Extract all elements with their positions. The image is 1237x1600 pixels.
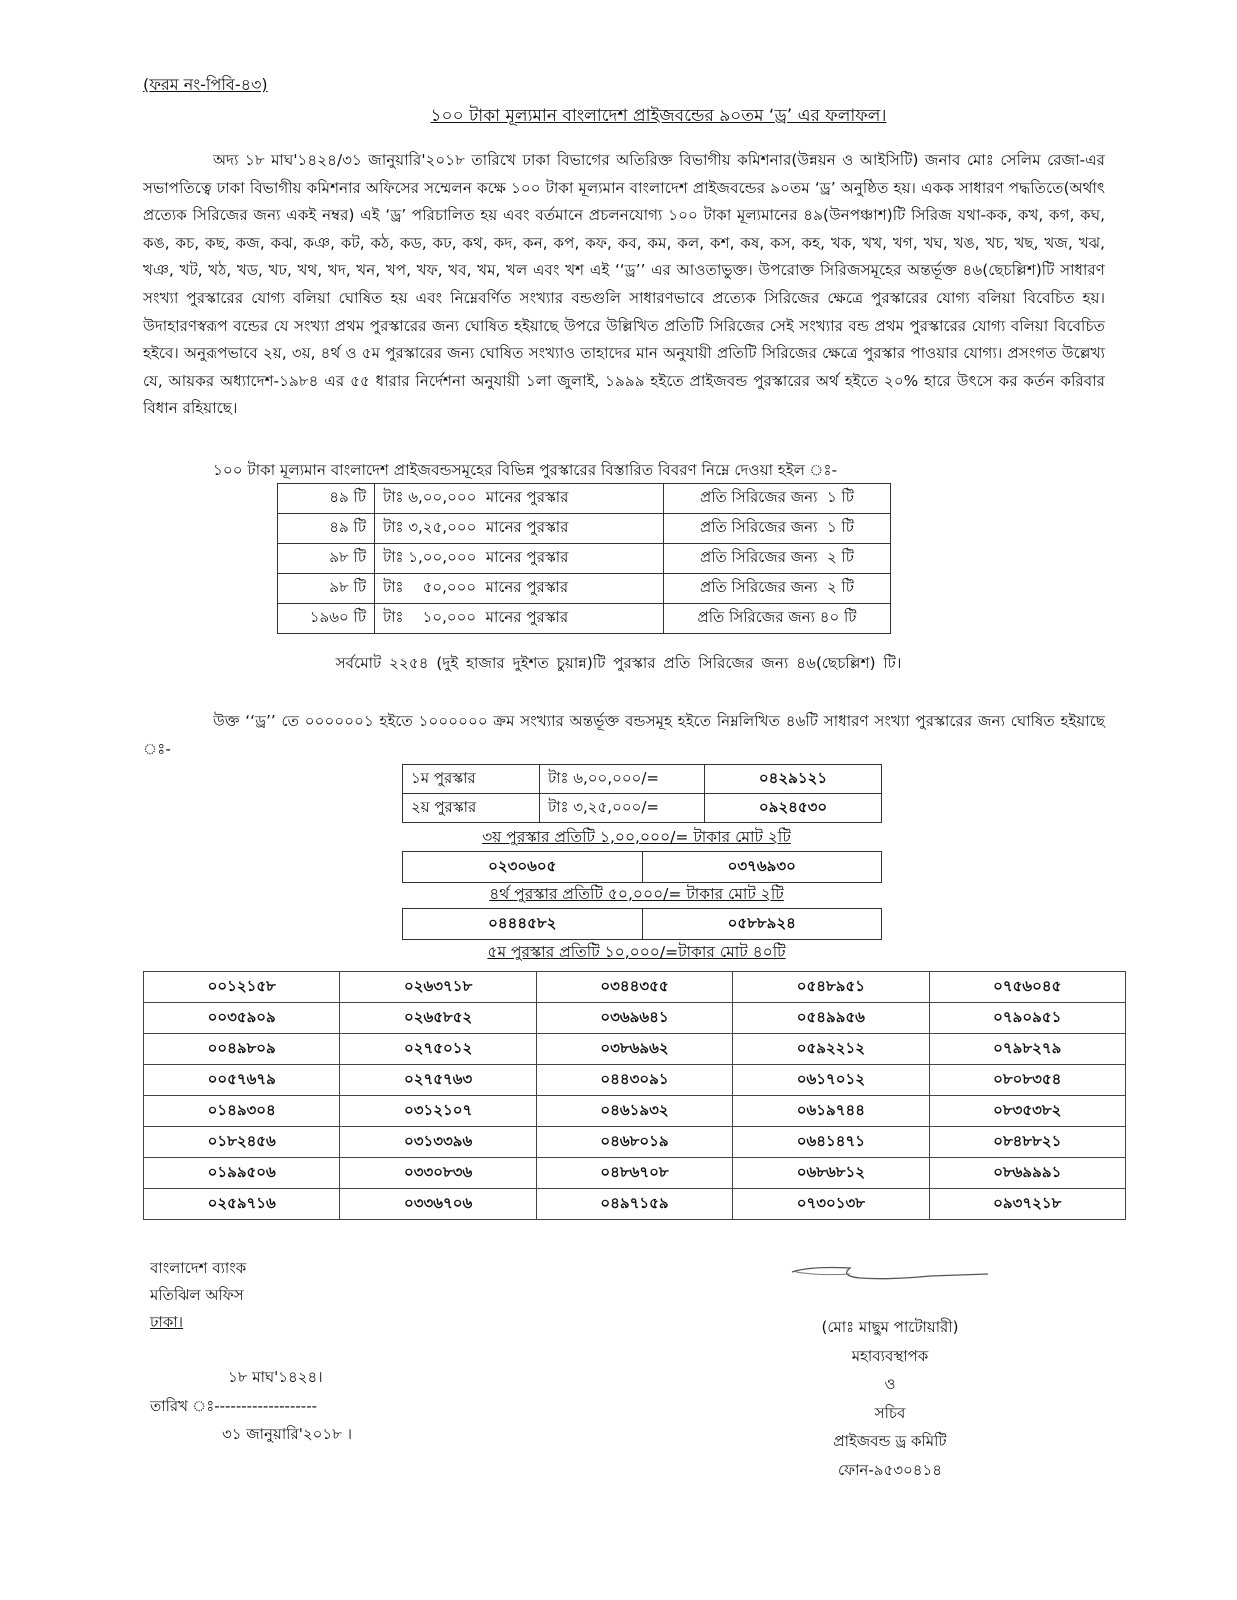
prize-value: টাঃ ৬,০০,০০০ মানের পুরস্কার [375,484,664,514]
prize-number: ০৮৪৮৮২১ [929,1127,1125,1158]
prize-summary-table [277,483,891,634]
table-row [278,574,891,604]
date-bangla: ১৮ মাঘ'১৪২৪। [228,1368,323,1386]
prize-number: ০২৭৫৭৬৩ [340,1065,536,1096]
prize-number: ০৫৪৮৯৫১ [733,972,929,1003]
third-prize-table [402,851,882,883]
date-english: ৩১ জানুয়ারি'২০১৮ । [222,1425,352,1443]
prize-number: ০৬১৯৭৪৪ [733,1096,929,1127]
prize-number: ০০৩৫৯০৯ [144,1003,340,1034]
signatory-designation: মহাব্যবস্থাপক [851,1346,929,1365]
top-prizes-table [402,764,882,823]
fourth-prize-heading [0,882,1237,908]
table-row [144,1096,1126,1127]
table-row [144,1127,1126,1158]
prize-number: ০৪২৯১২১ [705,765,882,794]
prize-number: ০৩৩০৮৩৬ [340,1158,536,1189]
prize-count: ৪৯ টি [278,484,375,514]
table-row [403,909,882,940]
issuer-office: মতিঝিল অফিস [150,1286,244,1304]
prize-number: ০৩৩৬৭০৬ [340,1189,536,1220]
prize-value: টাঃ ৫০,০০০ মানের পুরস্কার [375,574,664,604]
prize-number: ০৭৩০১৩৮ [733,1189,929,1220]
prize-number: ০৯৩৭২১৮ [929,1189,1125,1220]
details-intro: ১০০ টাকা মূল্যমান বাংলাদেশ প্রাইজবন্ডসমূহের বিভিন্ন পুরস্কারের বিস্তারিত বিবরণ নিম্নে দেওয়া হইল ঃ- [213,461,838,479]
prize-number: ০০৪৯৮০৯ [144,1034,340,1065]
heading-text: ৩য় পুরস্কার প্রতিটি ১,০০,০০০/= টাকার মোট ২টি [482,828,791,846]
heading-text: ৫ম পুরস্কার প্রতিটি ১০,০০০/=টাকার মোট ৪০টি [487,943,786,961]
per-series-count: প্রতি সিরিজের জন্য ২ টি [664,574,891,604]
prize-number: ০৩৬৯৬৪১ [536,1003,732,1034]
fourth-prize-table [402,908,882,940]
fifth-prize-table [143,971,1126,1220]
table-row [144,972,1126,1003]
table-row [278,484,891,514]
table-row [403,765,882,794]
prize-value: টাঃ ১০,০০০ মানের পুরস্কার [375,604,664,634]
prize-number: ০৩১৩৩৯৬ [340,1127,536,1158]
prize-count: ৯৮ টি [278,544,375,574]
prize-number: ০৩৮৬৯৬২ [536,1034,732,1065]
prize-number: ০৮০৮৩৫৪ [929,1065,1125,1096]
signatory-name: (মোঃ মাছুম পাটোয়ারী) [821,1318,959,1336]
prize-number: ০৬৪১৪৭১ [733,1127,929,1158]
conjunction: ও [884,1375,896,1393]
table-row [144,1158,1126,1189]
per-series-count: প্রতি সিরিজের জন্য ১ টি [664,514,891,544]
prize-number: ০২৬৩৭১৮ [340,972,536,1003]
table-row [144,1003,1126,1034]
intro-paragraph: অদ্য ১৮ মাঘ'১৪২৪/৩১ জানুয়ারি'২০১৮ তারিখে ঢাকা বিভাগের অতিরিক্ত বিভাগীয় কমিশনার(উন্নয়ন ও আইসিটি) জনাব মোঃ সেলিম রেজা-এর সভাপতিত্বে ঢাকা বিভাগীয় কমিশনার অফিসের সম্মেলন কক্ষে ১০০ টাকা মূল্যমান বাংলাদেশ প্রাইজবন্ডের ৯০তম ‘ড্র’ অনুষ্ঠিত হয়। একক সাধারণ পদ্ধতিতে(অর্থাৎ প্রত্যেক সিরিজের জন্য একই নম্বর) এই ‘ড্র’ পরিচালিত হয় এবং বর্তমানে প্রচলনযোগ্য ১০০ টাকা মূল্যমানের ৪৯(উনপঞ্চাশ)টি সিরিজ যথা-কক, কখ, কগ, কঘ, কঙ, কচ, কছ, কজ, কঝ, কঞ, কট, কঠ, কড, কঢ, কথ, কদ, কন, কপ, কফ, কব, কম, কল, কশ, কষ, কস, কহ, খক, খখ, খগ, খঘ, খঙ, খচ, খছ, খজ, খঝ, খঞ, খট, খঠ, খড, খঢ, খথ, খদ, খন, খপ, খফ, খব, খম, খল এবং খশ এই ‘‘ড্র’’ এর আওতাভুক্ত। উপরোক্ত সিরিজসমূহের অন্তর্ভূক্ত ৪৬(ছেচল্লিশ)টি সাধারণ সংখ্যা পুরস্কারের যোগ্য বলিয়া ঘোষিত হয় এবং নিম্নেবর্ণিত সংখ্যার বন্ডগুলি সাধারণভাবে প্রত্যেক সিরিজের ক্ষেত্রে পুরস্কারের যোগ্য বলিয়া বিবেচিত হয়। উদাহারণস্বরূপ বন্ডের যে সংখ্যা প্রথম পুরস্কারের জন্য ঘোষিত হইয়াছে উপরে উল্লিখিত প্রতিটি সিরিজের সেই সংখ্যার বন্ড প্রথম পুরস্কারের যোগ্য বলিয়া বিবেচিত হইবে। অনুরূপভাবে ২য়, ৩য়, ৪র্থ ও ৫ম পুরস্কারের জন্য ঘোষিত সংখ্যাও তাহাদের মান অনুযায়ী প্রতিটি সিরিজের ক্ষেত্রে পুরস্কার পাওয়ার যোগ্য। প্রসংগত উল্লেখ্য যে, আয়কর অধ্যাদেশ-১৯৮৪ এর ৫৫ ধারার নির্দেশনা অনুযায়ী ১লা জুলাই, ১৯৯৯ হইতে প্রাইজবন্ড পুরস্কারের অর্থ হইতে ২০% হারে উৎসে কর কর্তন করিবার বিধান রহিয়াছে। [143,151,1105,418]
prize-number: ০৯২৪৫৩০ [705,794,882,823]
prize-number: ০২৫৯৭১৬ [144,1189,340,1220]
third-prize-heading [0,825,1237,851]
date-label: তারিখ ঃ------------------- [150,1397,318,1415]
issuer-city: ঢাকা। [150,1313,184,1331]
prize-number: ০৪৯৭১৫৯ [536,1189,732,1220]
prize-number: ০৫৯২২১২ [733,1034,929,1065]
per-series-count: প্রতি সিরিজের জন্য ১ টি [664,484,891,514]
prize-number: ০৭৯৮২৭৯ [929,1034,1125,1065]
prize-value: টাঃ ৩,২৫,০০০ মানের পুরস্কার [375,514,664,544]
prize-number: ০৪৬৮০১৯ [536,1127,732,1158]
prize-count: ৪৯ টি [278,514,375,544]
prize-number: ০৬৮৬৮১২ [733,1158,929,1189]
signatory-role: সচিব [874,1403,906,1422]
prize-count: ১৯৬০ টি [278,604,375,634]
issuer-address [150,1255,246,1336]
prize-number: ০৮৩৫৩৮২ [929,1096,1125,1127]
prize-number: ০১৪৯৩০৪ [144,1096,340,1127]
prize-count: ৯৮ টি [278,574,375,604]
prize-number: ০১৮২৪৫৬ [144,1127,340,1158]
table-row [144,1189,1126,1220]
issuer-bank: বাংলাদেশ ব্যাংক [150,1259,247,1277]
table-row [144,1065,1126,1096]
table-row [144,1034,1126,1065]
grand-total: সর্বমোট ২২৫৪ (দুই হাজার দুইশত চুয়ান্ন)টি পুরস্কার প্রতি সিরিজের জন্য ৪৬(ছেচল্লিশ) টি। [335,654,902,672]
prize-number: ০৮৬৯৯৯১ [929,1158,1125,1189]
prize-number: ০২৩০৬০৫ [403,852,643,883]
table-row [278,604,891,634]
prize-number: ০৩১২১০৭ [340,1096,536,1127]
prize-value: টাঃ ১,০০,০০০ মানের পুরস্কার [375,544,664,574]
prize-amount: টাঃ ৩,২৫,০০০/= [540,794,705,823]
form-number: (ফরম নং-পিবি-৪৩) [143,75,268,94]
per-series-count: প্রতি সিরিজের জন্য ২ টি [664,544,891,574]
prize-number: ০৭৫৬০৪৫ [929,972,1125,1003]
signature-icon [790,1262,990,1286]
signatory-block [760,1313,1020,1484]
prize-number: ০১৯৯৫০৬ [144,1158,340,1189]
prize-number: ০৪৮৬৭০৮ [536,1158,732,1189]
prize-number: ০৫৮৮৯২৪ [642,909,882,940]
prize-label: ১ম পুরস্কার [403,765,540,794]
table-row [403,852,882,883]
heading-text: ৪র্থ পুরস্কার প্রতিটি ৫০,০০০/= টাকার মোট ২টি [489,885,784,903]
prize-number: ০৪৬১৯৩২ [536,1096,732,1127]
prize-number: ০৫৪৯৯৫৬ [733,1003,929,1034]
prize-label: ২য় পুরস্কার [403,794,540,823]
committee-name: প্রাইজবন্ড ড্র কমিটি [833,1432,947,1450]
prize-number: ০৪৪৪৫৮২ [403,909,643,940]
table-row [403,794,882,823]
prize-number: ০০৫৭৬৭৯ [144,1065,340,1096]
prize-number: ০৩৪৪৩৫৫ [536,972,732,1003]
prize-number: ০৬১৭০১২ [733,1065,929,1096]
title-text: ১০০ টাকা মূল্যমান বাংলাদেশ প্রাইজবন্ডের ৯০তম ‘ড্র’ এর ফলাফল। [430,106,887,126]
phone-number: ফোন-৯৫৩০৪১৪ [838,1460,942,1479]
fifth-prize-heading [0,940,1237,966]
prize-number: ০৭৯০৯৫১ [929,1003,1125,1034]
prize-number: ০২৭৫০১২ [340,1034,536,1065]
prize-number: ০২৬৫৮৫২ [340,1003,536,1034]
draw-paragraph: উক্ত ‘‘ড্র’’ তে ০০০০০০১ হইতে ১০০০০০০ ক্রম সংখ্যার অন্তর্ভূক্ত বন্ডসমূহ হইতে নিম্নলিখিত ৪৬টি সাধারণ সংখ্যা পুরস্কারের জন্য ঘোষিত হইয়াছে ঃ- [143,712,1105,758]
per-series-count: প্রতি সিরিজের জন্য ৪০ টি [664,604,891,634]
prize-amount: টাঃ ৬,০০,০০০/= [540,765,705,794]
prize-number: ০৩৭৬৯৩০ [642,852,882,883]
prize-number: ০৪৪৩০৯১ [536,1065,732,1096]
table-row [278,514,891,544]
prize-number: ০০১২১৫৮ [144,972,340,1003]
table-row [278,544,891,574]
page-title [0,103,1237,131]
